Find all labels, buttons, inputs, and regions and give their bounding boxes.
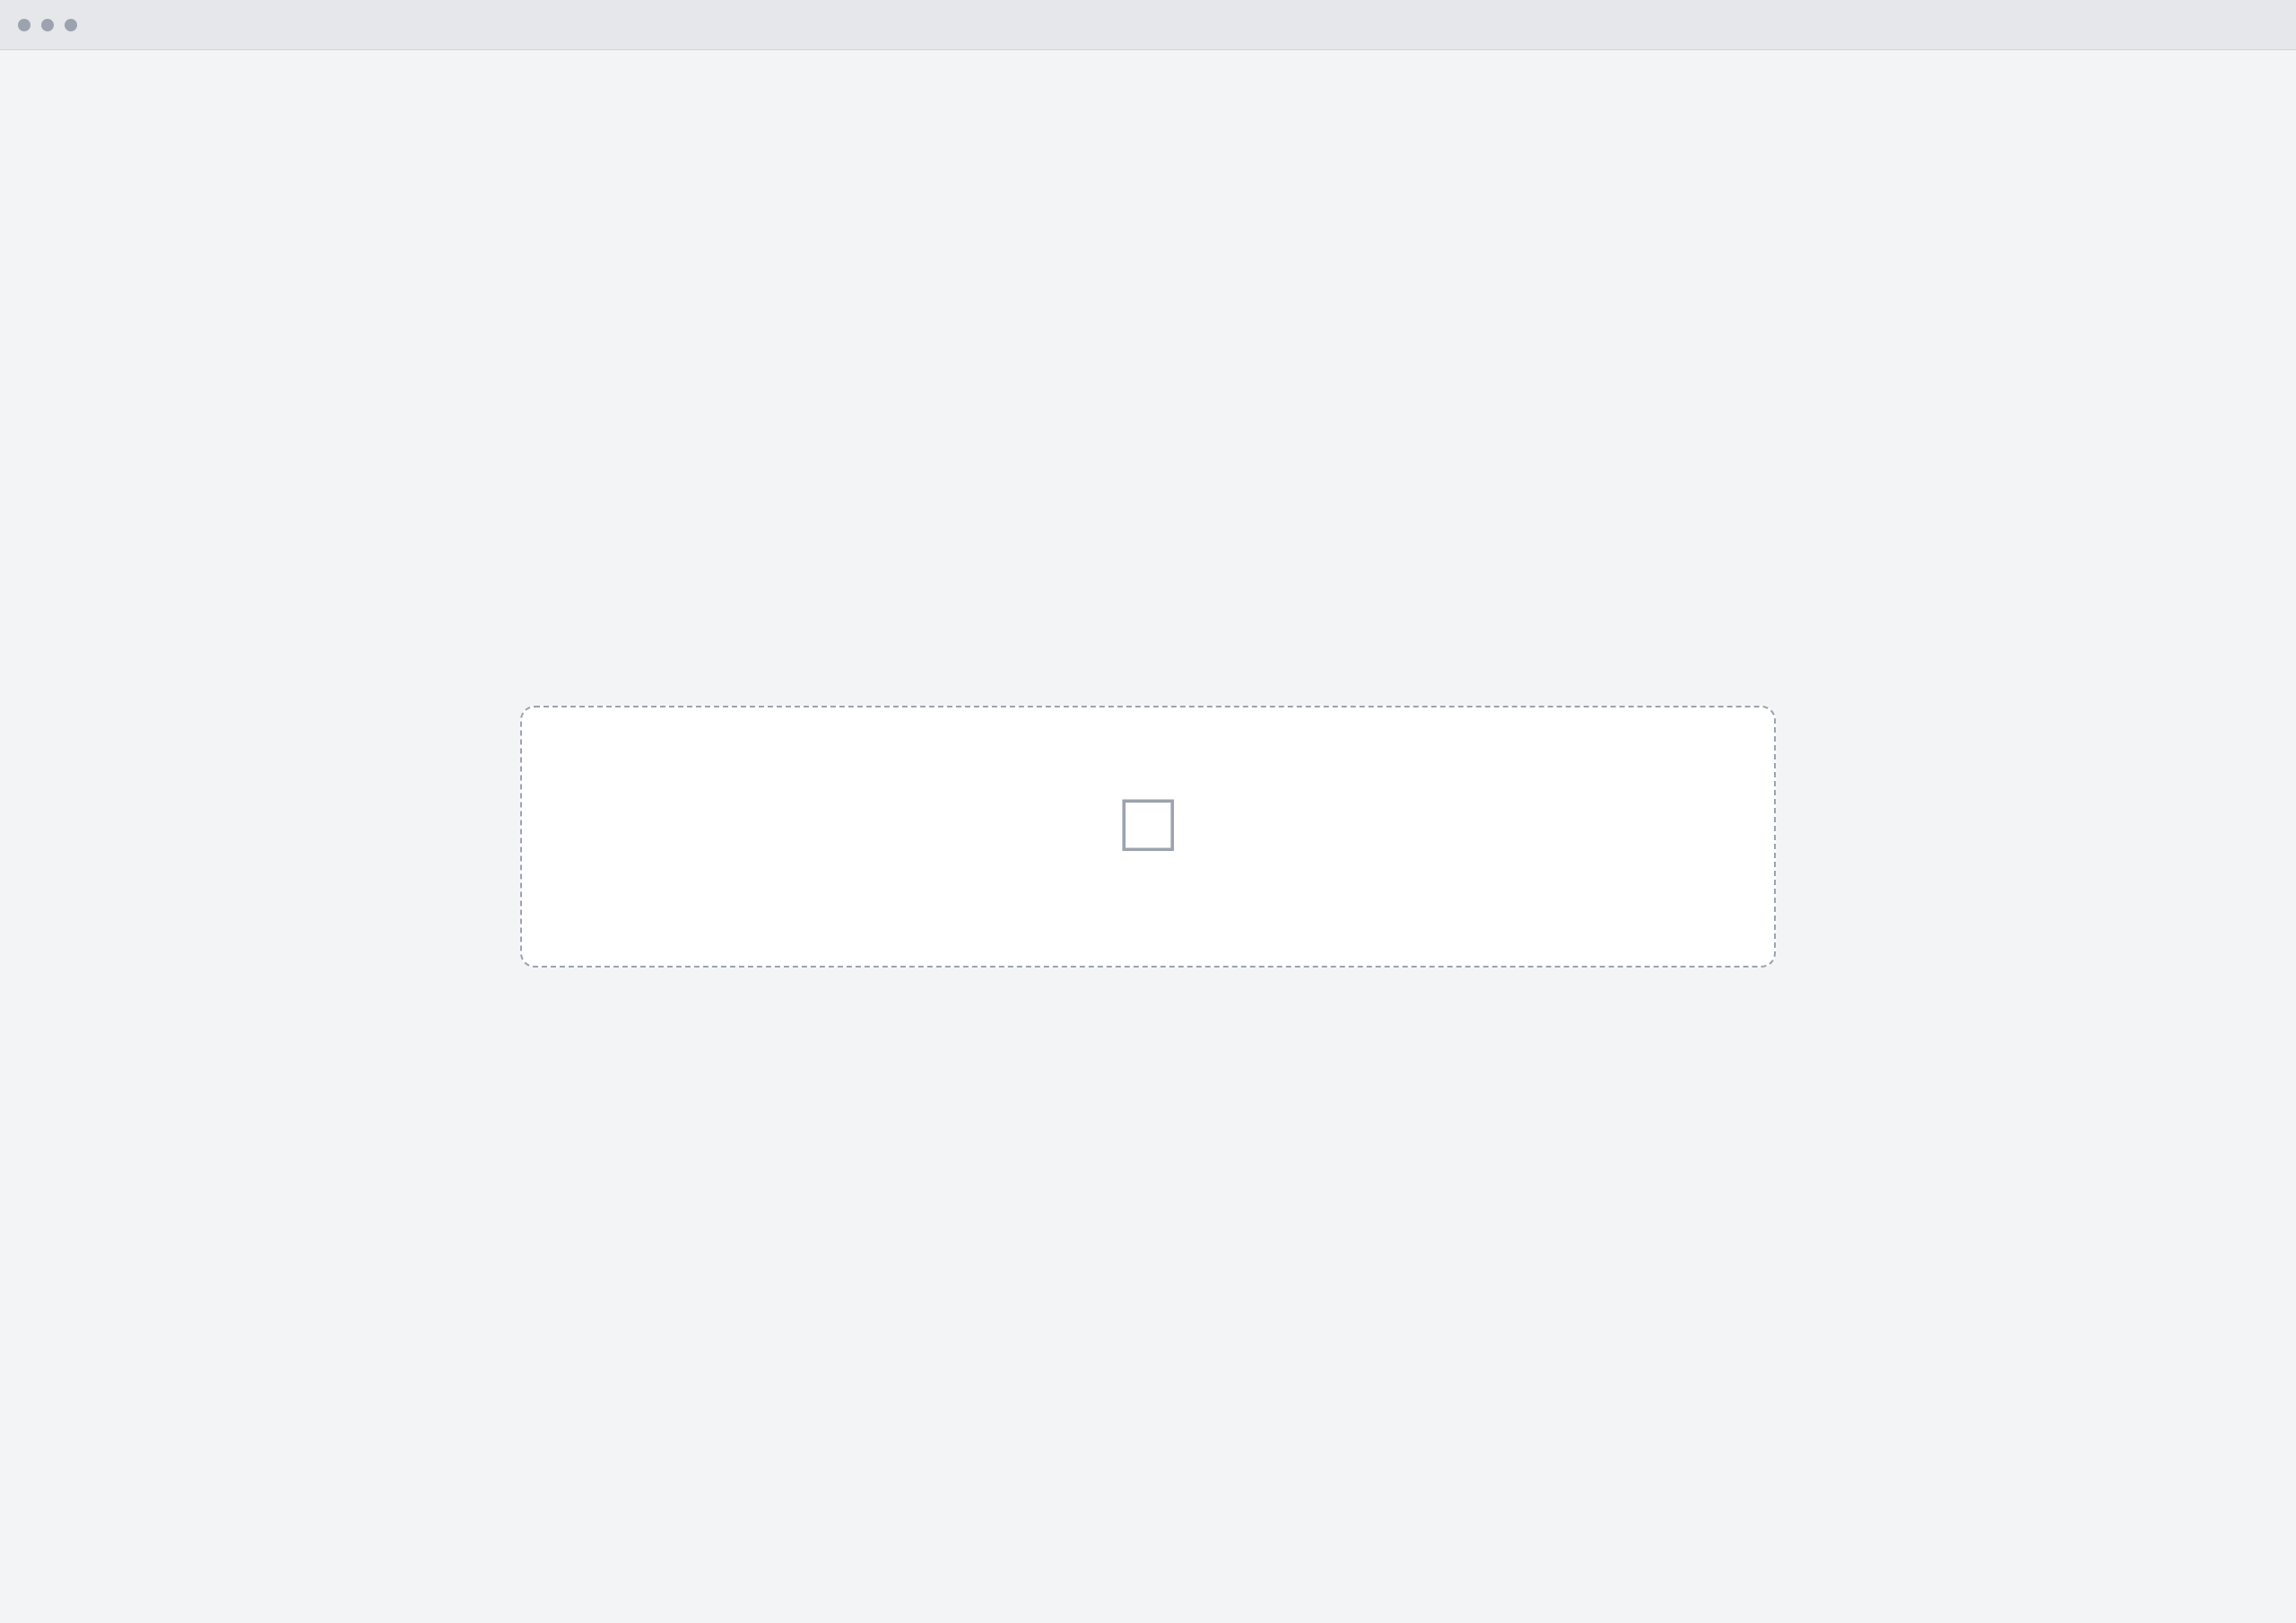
placeholder-panel xyxy=(520,706,1776,968)
image-missing-icon: □ xyxy=(1122,774,1174,870)
main-canvas xyxy=(0,50,2296,1623)
title-bar xyxy=(0,0,2296,50)
window-control-maximize[interactable] xyxy=(65,19,77,31)
window-control-close[interactable] xyxy=(18,19,30,31)
window-control-minimize[interactable] xyxy=(41,19,54,31)
